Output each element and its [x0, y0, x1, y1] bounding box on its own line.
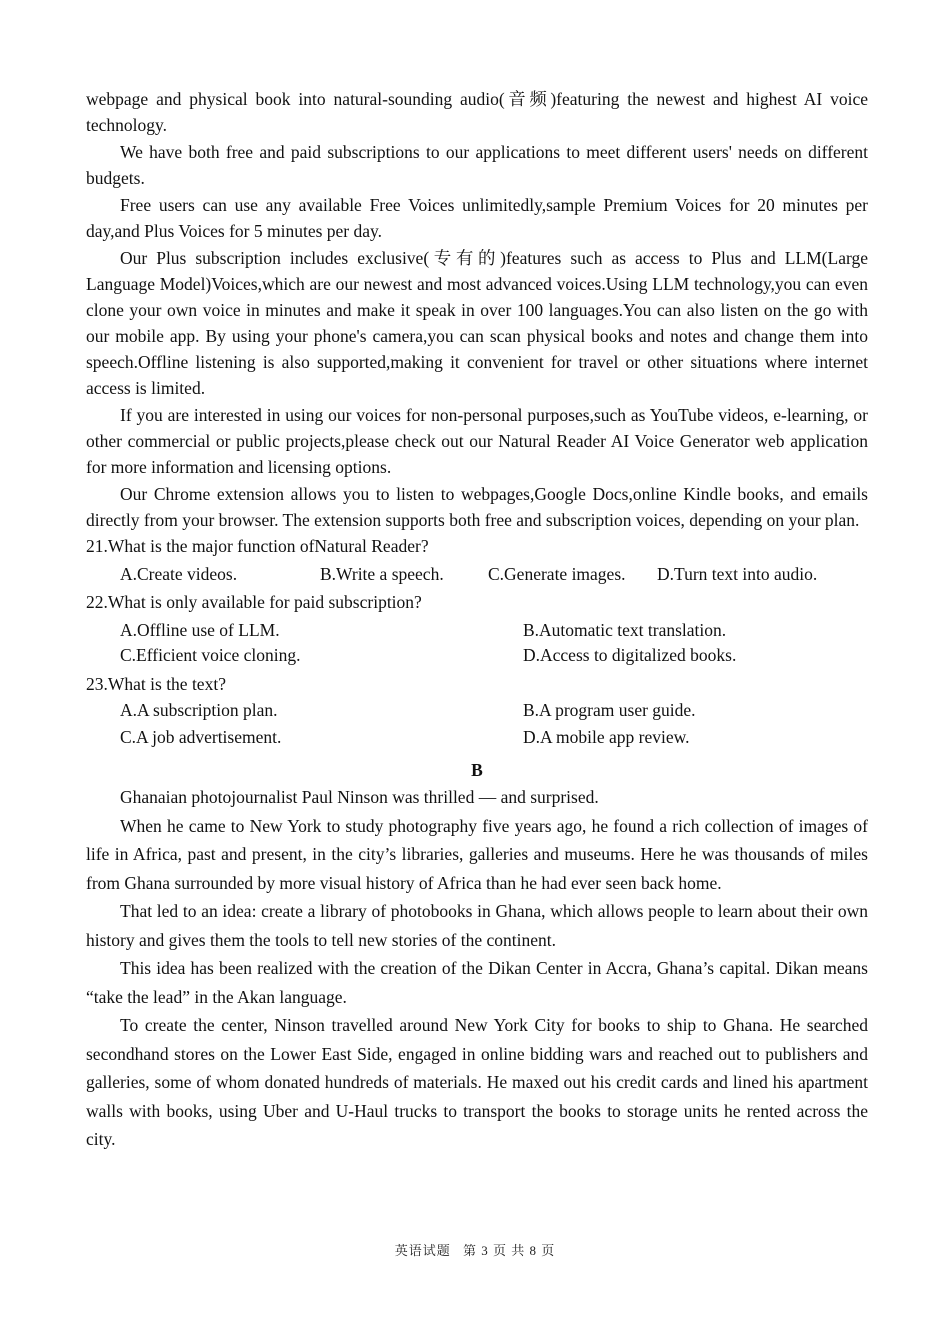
passage-b-paragraph-4: This idea has been realized with the creation of the Dikan Center in Accra, Ghana’s capital. Dikan means “take the lead” in the Akan language.	[86, 958, 868, 1007]
answer-options	[86, 561, 868, 587]
section-heading: B	[471, 760, 483, 780]
answer-options	[86, 697, 868, 751]
option-a: A.Offline use of LLM.	[120, 620, 280, 640]
passage-b-paragraph-5: To create the center, Ninson travelled around New York City for books to ship to Ghana. He searched secondhand stores on the Lower East Side, engaged in online bidding wars and reached out to publishers and galleries, some of whom donated hundreds of materials. He maxed out his credit cards and lined his apartment walls with books, using Uber and U-Haul trucks to transport the books to storage units he rented across the city.	[86, 1015, 868, 1149]
page-footer	[0, 1240, 950, 1259]
question-22	[86, 589, 868, 668]
passage-a-paragraph-5: If you are interested in using our voices for non-personal purposes,such as YouTube videos, e-learning, or other commercial or public projects,please check out our Natural Reader AI Voice Generator web application for more information and licensing options.	[86, 405, 868, 477]
passage-a-paragraph-4: Our Plus subscription includes exclusive(专有的)features such as access to Plus and LLM(Large Language Model)Voices,which are our newest and most advanced voices.Using LLM technology,you can even clone your own voice in minutes and make it speak in over 100 languages.You can also listen on the go with our mobile app. By using your phone's camera,you can scan physical books and notes and change them into speech.Offline listening is also supported,making it convenient for travel or other situations where internet access is limited.	[86, 248, 868, 398]
question-stem: 21.What is the major function ofNatural Reader?	[86, 536, 429, 556]
option-d: D.Access to digitalized books.	[523, 645, 737, 665]
footer-page-number: 第 3 页 共 8 页	[463, 1243, 556, 1258]
question-23	[86, 671, 868, 751]
option-d: D.A mobile app review.	[523, 727, 690, 747]
question-stem: 22.What is only available for paid subscription?	[86, 592, 422, 612]
question-stem: 23.What is the text?	[86, 674, 226, 694]
option-b: B.Write a speech.	[320, 564, 444, 584]
passage-a-paragraph-2: We have both free and paid subscriptions to our applications to meet different users' needs on different budgets.	[86, 142, 868, 188]
answer-options	[86, 618, 868, 668]
option-a: A.Create videos.	[120, 564, 238, 584]
passage-a-paragraph-6: Our Chrome extension allows you to listen to webpages,Google Docs,online Kindle books, and emails directly from your browser. The extension supports both free and subscription voices, depending on your plan.	[86, 484, 868, 530]
option-b: B.A program user guide.	[523, 700, 696, 720]
passage-b-paragraph-3: That led to an idea: create a library of photobooks in Ghana, which allows people to learn about their own history and gives them the tools to tell new stories of the continent.	[86, 901, 868, 950]
option-d: D.Turn text into audio.	[657, 564, 818, 584]
passage-a-paragraph-1: webpage and physical book into natural-sounding audio(音频)featuring the newest and highest AI voice technology.	[86, 89, 868, 135]
passage-b-paragraph-1: Ghanaian photojournalist Paul Ninson was thrilled — and surprised.	[120, 787, 599, 807]
option-c: C.Efficient voice cloning.	[120, 645, 301, 665]
option-a: A.A subscription plan.	[120, 700, 278, 720]
passage-b-paragraph-2: When he came to New York to study photography five years ago, he found a rich collection of images of life in Africa, past and present, in the city’s libraries, galleries and museums. Here he was thousands of miles from Ghana surrounded by more visual history of Africa than he had ever seen back home.	[86, 815, 868, 893]
exam-page	[86, 86, 868, 1154]
passage-a-paragraph-3: Free users can use any available Free Voices unlimitedly,sample Premium Voices for 20 minutes per day,and Plus Voices for 5 minutes per day.	[86, 195, 868, 241]
passage-b	[86, 783, 868, 1154]
question-21	[86, 533, 868, 587]
option-c: C.A job advertisement.	[120, 727, 282, 747]
option-b: B.Automatic text translation.	[523, 620, 727, 640]
footer-subject: 英语试题	[394, 1243, 451, 1258]
option-c: C.Generate images.	[488, 564, 626, 584]
